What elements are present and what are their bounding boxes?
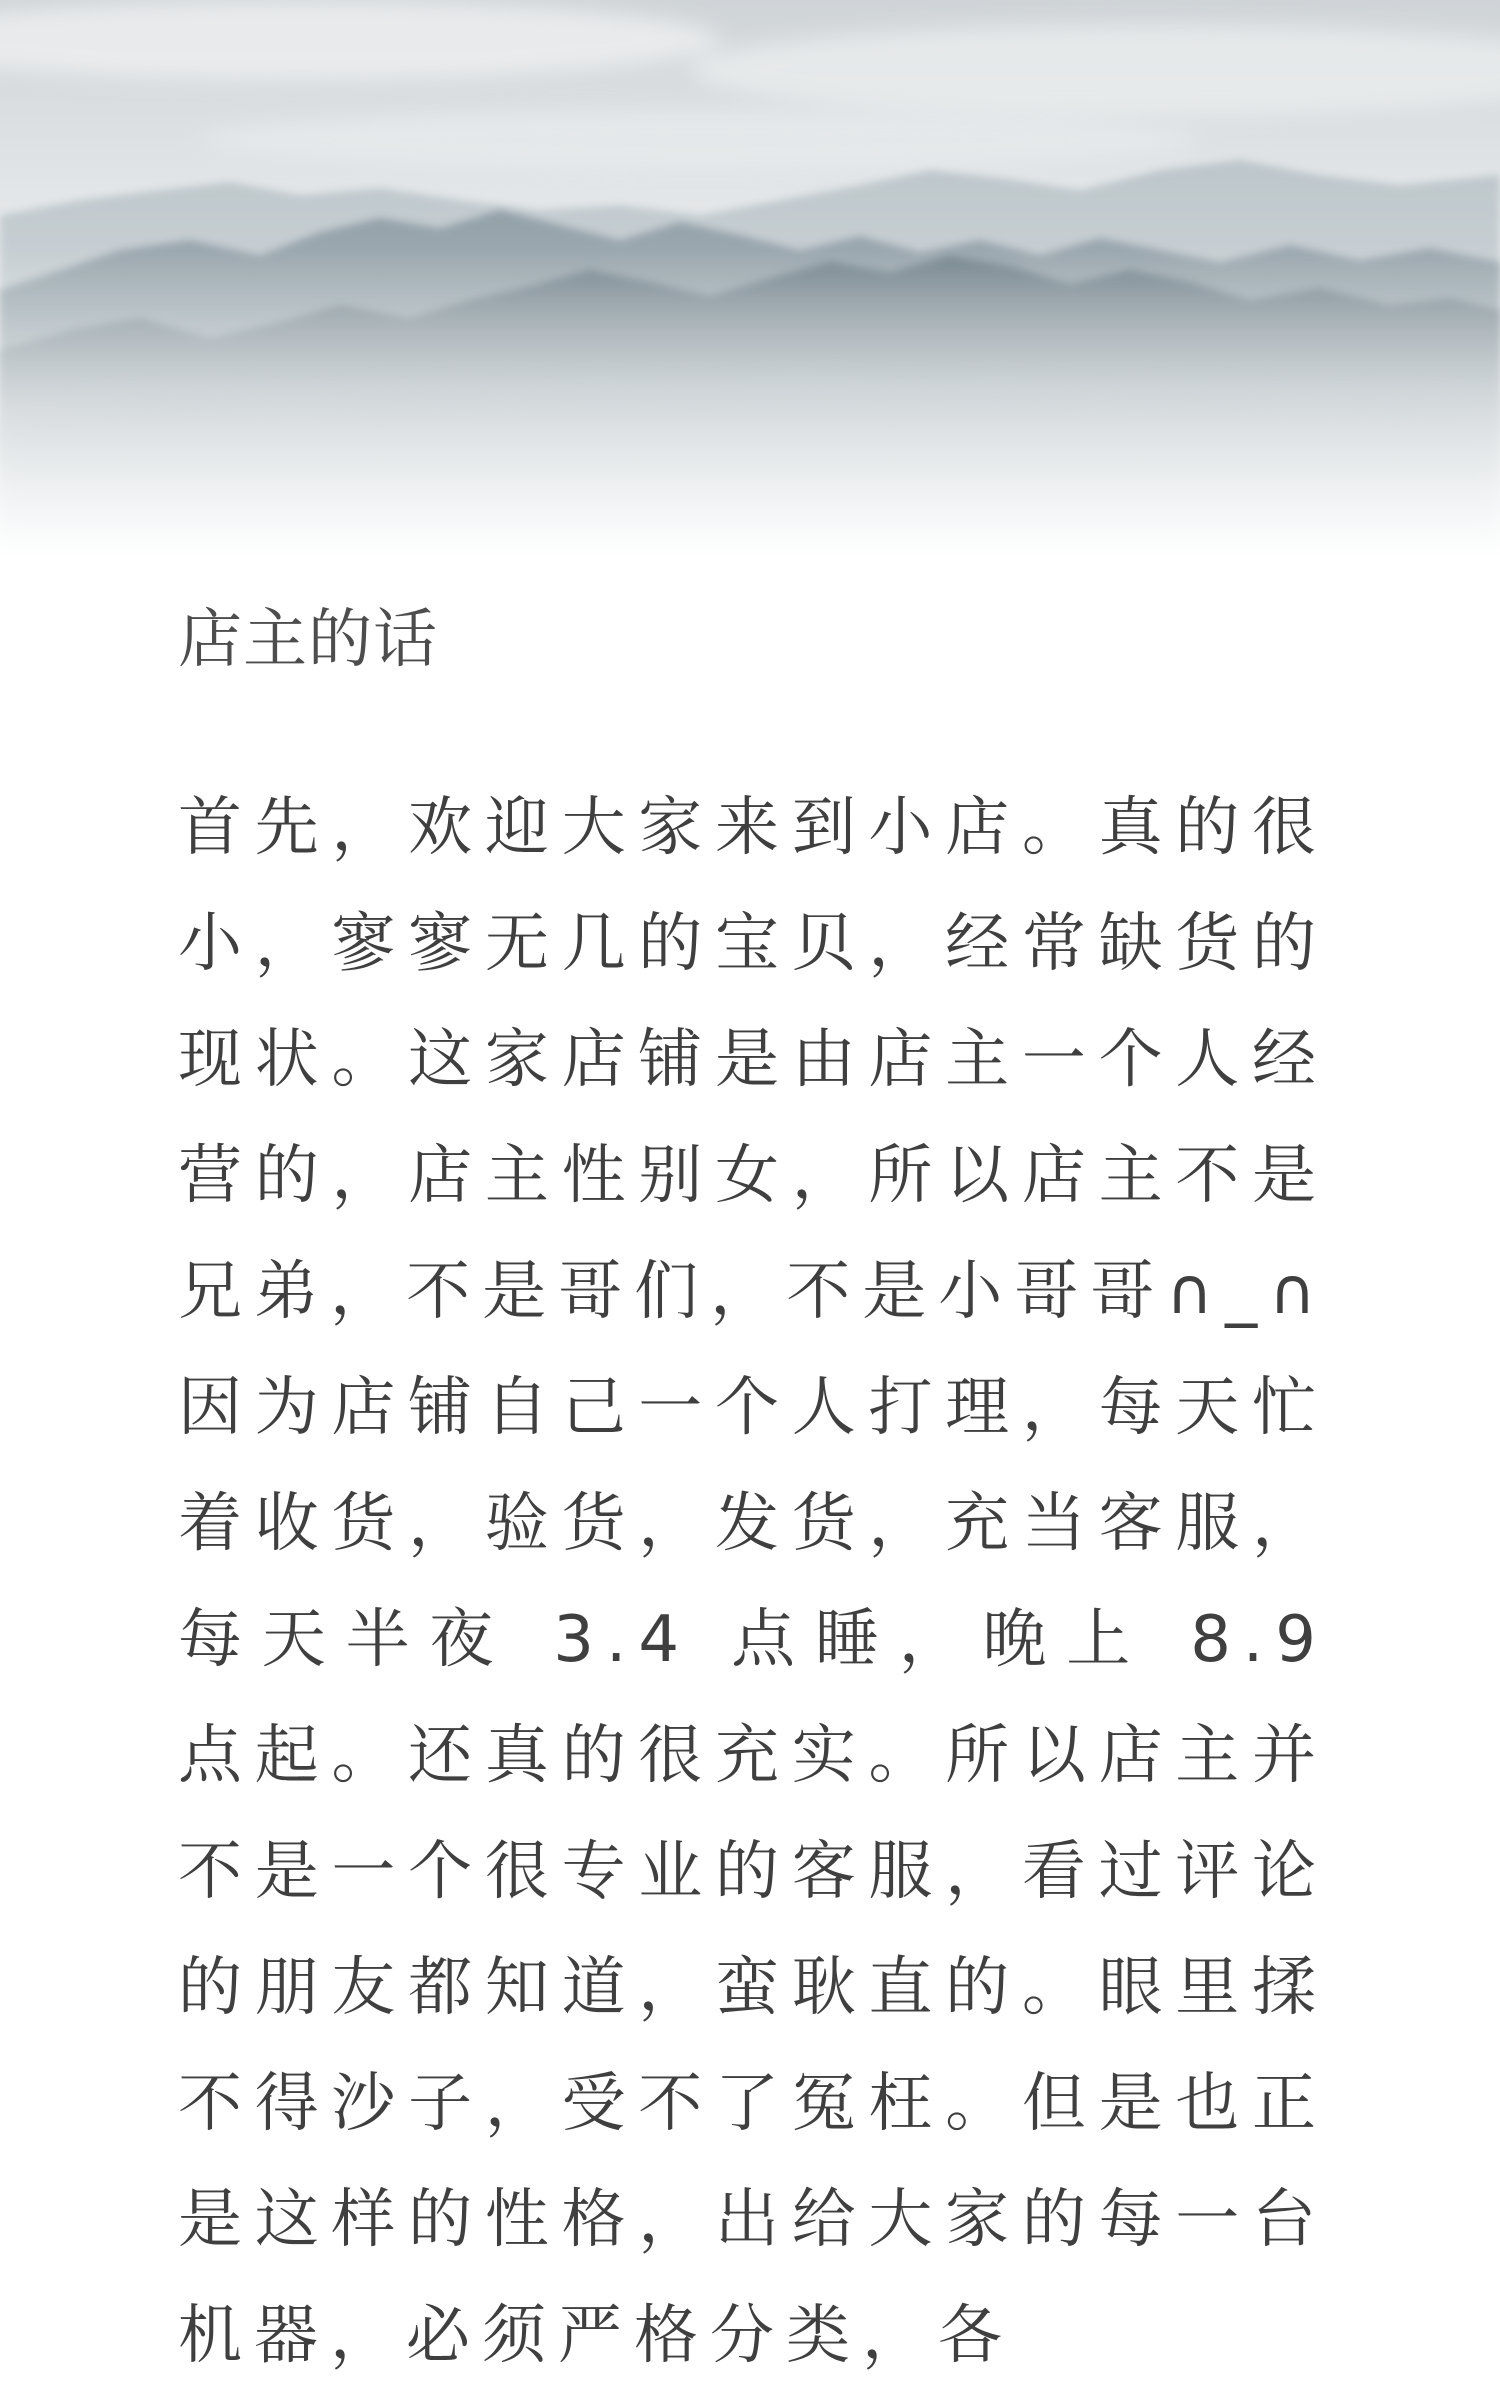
misty-mountains-illustration xyxy=(0,0,1500,560)
section-title: 店主的话 xyxy=(178,603,438,677)
owner-message-text: 首先，欢迎大家来到小店。真的很小，寥寥无几的宝贝，经常缺货的现状。这家店铺是由店主一个人经营的，店主性别女，所以店主不是兄弟，不是哥们，不是小哥哥∩_∩ 因为店铺自己一个人打理，每天忙着收货，验货，发货，充当客服，每天半夜 3.4 点睡，晚上 8.9 点起。还真的很充实。所以店主并不是一个很专业的客服，看过评论的朋友都知道，蛮耿直的。眼里揉不得沙子，受不了冤枉。但是也正是这样的性格，出给大家的每一台机器，必须严格分类，各 xyxy=(178,791,1404,2373)
owner-message-section xyxy=(178,590,1404,2394)
hero-landscape-banner xyxy=(0,0,1500,560)
